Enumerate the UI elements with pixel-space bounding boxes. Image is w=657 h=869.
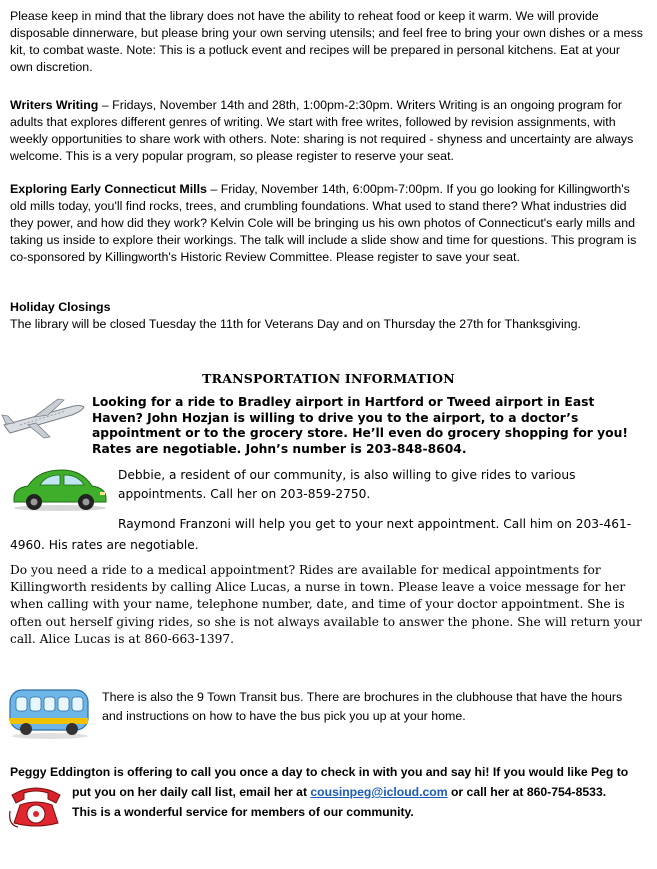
- raymond-ride-info: Raymond Franzoni will help you get to your next appointment. Call him on 203-461-4960. His rates are negotiable.: [10, 517, 632, 552]
- writers-writing-paragraph: [10, 97, 646, 165]
- holiday-closings: [10, 299, 646, 333]
- writers-writing-title: Writers Writing: [10, 98, 99, 112]
- mills-text: – Friday, November 14th, 6:00pm-7:00pm. If you go looking for Killingworth's old mills today, you'll find rocks, trees, and crumbling foundations. What used to stand there? What industries did they power, and how did they work? Kelvin Cole will be bringing us his own photos of Connecticut's early mills and taking us inside to explore their workings. The talk will include a slide show and time for questions. This program is co-sponsored by Killingworth's Historic Review Committee. Please register to save your seat.: [10, 182, 637, 264]
- car-icon: [10, 464, 110, 512]
- holiday-text: The library will be closed Tuesday the 11th for Veterans Day and on Thursday the 27th for Thanksgiving.: [10, 317, 581, 331]
- mills-paragraph: [10, 181, 646, 266]
- peg-line-2-end: or call her at 860-754-8533.: [447, 785, 607, 799]
- potluck-note: Please keep in mind that the library does not have the ability to reheat food or keep it warm. We will provide disposable dinnerware, but please bring your own serving utensils; and feel free to bring your own dishes or a mess kit, to combat waste. Note: This is a potluck event and recipes will be prepared in personal kitchens. Eat at your own discretion.: [10, 9, 643, 74]
- bus-info: There is also the 9 Town Transit bus. There are brochures in the clubhouse that have the hours and instructions on how to have the bus pick you up at your home.: [102, 690, 623, 723]
- peg-call-service: [10, 762, 650, 822]
- mills-title: Exploring Early Connecticut Mills: [10, 182, 207, 196]
- email-link[interactable]: cousinpeg@icloud.com: [310, 785, 448, 799]
- peg-line-1: Peggy Eddington is offering to call you once a day to check in with you and say hi! If you would like Peg to: [10, 765, 629, 779]
- peg-line-2-start: put you on her daily call list, email her at: [72, 785, 311, 799]
- bus-icon: [6, 684, 94, 740]
- airplane-icon: [0, 393, 86, 443]
- holiday-title: Holiday Closings: [10, 300, 111, 314]
- debbie-ride-info: Debbie, a resident of our community, is also willing to give rides to various appointments. Call her on 203-859-2750.: [118, 468, 576, 501]
- peg-line-3: This is a wonderful service for members of our community.: [72, 805, 414, 819]
- airport-ride-info: Looking for a ride to Bradley airport in Hartford or Tweed airport in East Haven? John Hozjan is willing to drive you to the airport, to a doctor’s appointment or to the grocery store. He’ll even do grocery shopping for you! Rates are negotiable. John’s number is 203-848-8604.: [92, 395, 628, 456]
- writers-writing-text: – Fridays, November 14th and 28th, 1:00pm-2:30pm. Writers Writing is an ongoing program for adults that explores different genres of writing. We start with free writes, followed by revision assignments, with weekly opportunities to share work with others. Note: sharing is not required - shyness and uncertainty are always welcome. This is a very popular program, so please register to reserve your seat.: [10, 98, 634, 163]
- transportation-heading: TRANSPORTATION INFORMATION: [202, 371, 455, 386]
- medical-ride-info: Do you need a ride to a medical appointment? Rides are available for medical appointments for Killingworth residents by calling Alice Lucas, a nurse in town. Please leave a voice message for her when calling with your name, telephone number, date, and time of your doctor appointment. She is often out herself giving rides, so she is not always available to answer the phone. She will return your call. Alice Lucas is at 860-663-1397.: [10, 563, 642, 646]
